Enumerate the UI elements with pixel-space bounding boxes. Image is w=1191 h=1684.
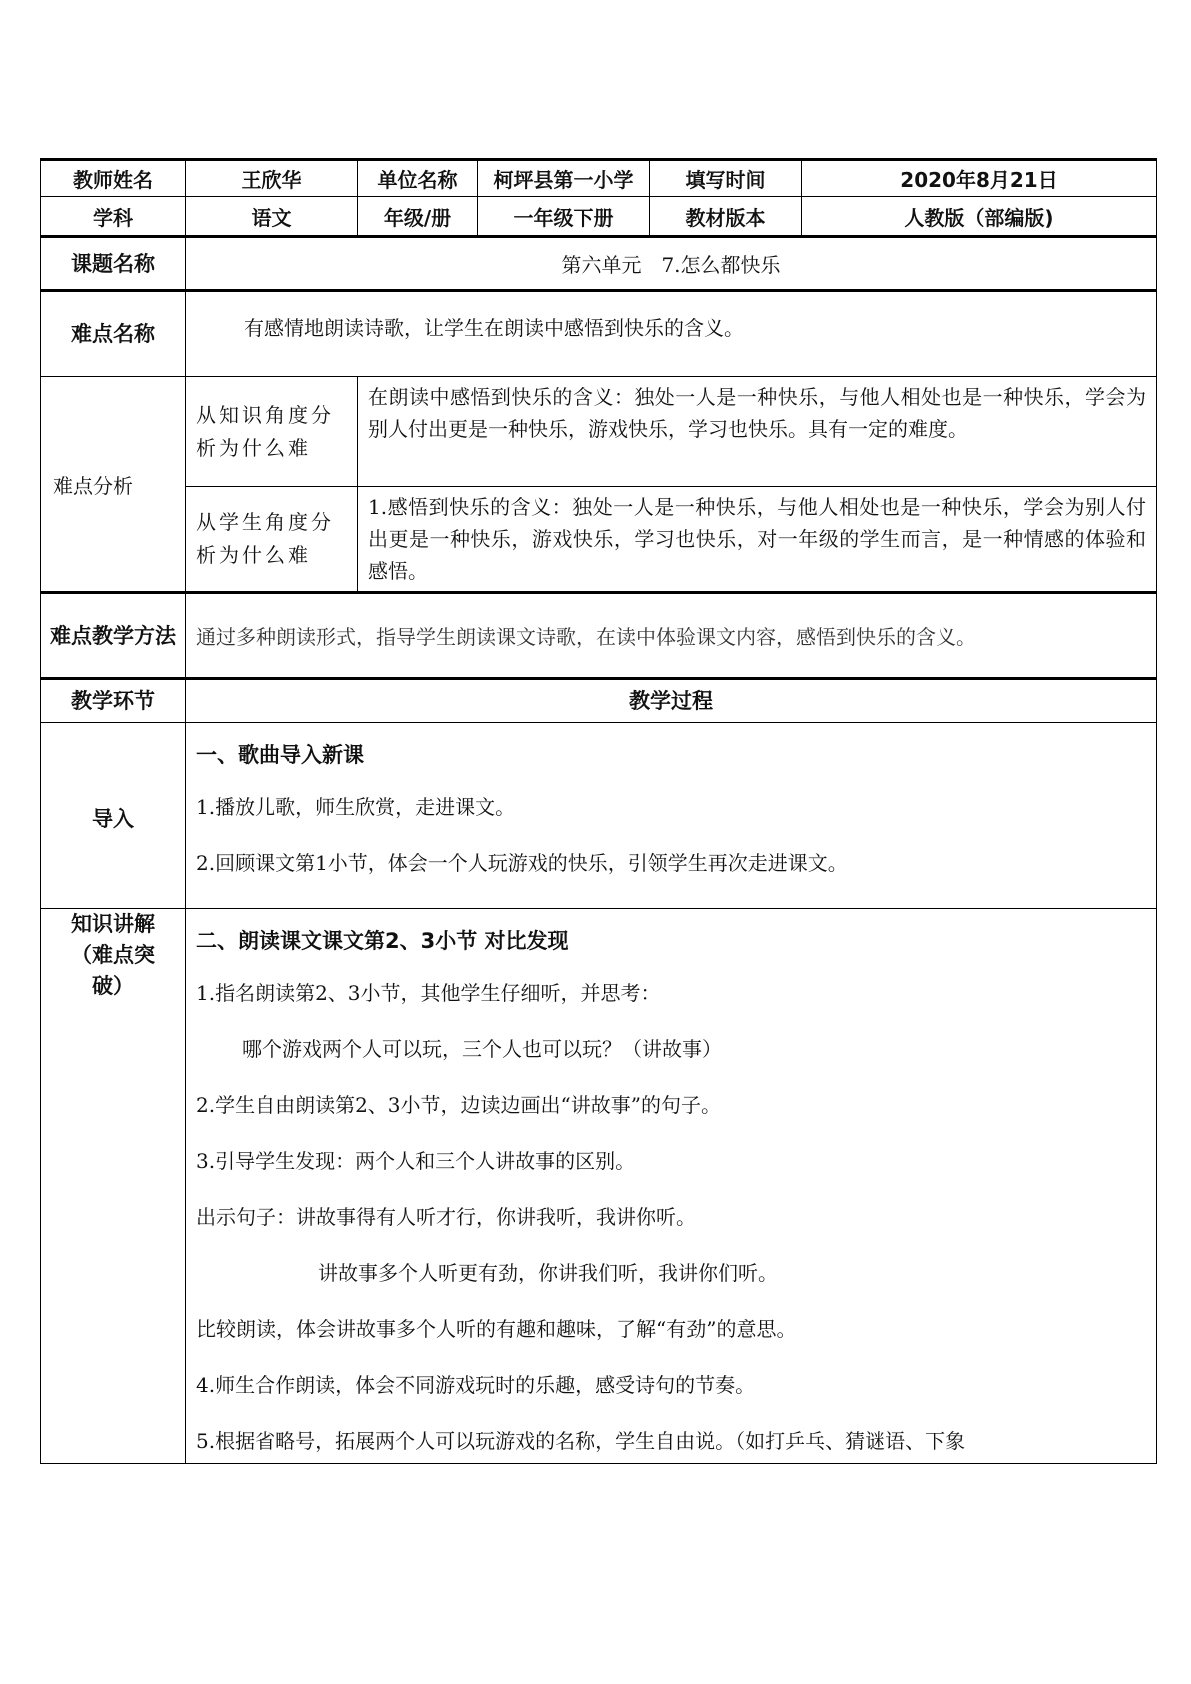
header-row-1 — [41, 160, 1157, 197]
grade-label: 年级/册 — [358, 197, 478, 237]
knowledge-line-3: 2.学生自由朗读第2、3小节，边读边画出“讲故事”的句子。 — [196, 1093, 721, 1117]
knowledge-line-6: 讲故事多个人听更有劲，你讲我们听，我讲你们听。 — [318, 1261, 778, 1285]
subject-label: 学科 — [41, 197, 186, 237]
method-value: 通过多种朗读形式，指导学生朗读课文诗歌，在读中体验课文内容，感悟到快乐的含义。 — [186, 593, 1157, 679]
lesson-plan-table — [40, 158, 1157, 1464]
knowledge-line-2: 哪个游戏两个人可以玩，三个人也可以玩？（讲故事） — [242, 1037, 722, 1061]
analysis-student-row — [41, 487, 1157, 593]
knowledge-label-line-3: 破） — [92, 974, 134, 998]
analysis-student-text: 1.感悟到快乐的含义：独处一人是一种快乐，与他人相处也是一种快乐，学会为别人付出更是一种快乐，游戏快乐，学习也快乐，对一年级的学生而言，是一种情感的体验和感悟。 — [358, 487, 1157, 593]
grade-value: 一年级下册 — [478, 197, 650, 237]
method-row — [41, 593, 1157, 679]
knowledge-label — [41, 909, 186, 1464]
knowledge-line-8: 4.师生合作朗读，体会不同游戏玩时的乐趣，感受诗句的节奏。 — [196, 1373, 756, 1397]
knowledge-title: 二、朗读课文课文第2、3小节 对比发现 — [196, 929, 569, 953]
process-header-row — [41, 679, 1157, 723]
unit-label: 单位名称 — [358, 160, 478, 197]
topic-value: 第六单元 7.怎么都快乐 — [186, 237, 1157, 291]
process-label: 教学过程 — [186, 679, 1157, 723]
knowledge-content — [186, 909, 1157, 1464]
analysis-knowledge-label: 从知识角度分析为什么难 — [186, 377, 358, 487]
subject-value: 语文 — [186, 197, 358, 237]
method-label: 难点教学方法 — [41, 593, 186, 679]
analysis-knowledge-text: 在朗读中感悟到快乐的含义：独处一人是一种快乐，与他人相处也是一种快乐，学会为别人付出更是一种快乐，游戏快乐，学习也快乐。具有一定的难度。 — [358, 377, 1157, 487]
intro-title: 一、歌曲导入新课 — [196, 743, 364, 767]
knowledge-line-4: 3.引导学生发现：两个人和三个人讲故事的区别。 — [196, 1149, 636, 1173]
date-label: 填写时间 — [650, 160, 802, 197]
knowledge-line-5: 出示句子：讲故事得有人听才行，你讲我听，我讲你听。 — [196, 1205, 696, 1229]
knowledge-label-line-2: （难点突 — [71, 943, 155, 967]
knowledge-line-1: 1.指名朗读第2、3小节，其他学生仔细听，并思考： — [196, 981, 661, 1005]
teacher-name-label: 教师姓名 — [41, 160, 186, 197]
intro-line-1: 1.播放儿歌，师生欣赏，走进课文。 — [196, 795, 516, 819]
header-row-2 — [41, 197, 1157, 237]
edition-value: 人教版（部编版) — [802, 197, 1157, 237]
intro-row — [41, 723, 1157, 909]
analysis-label: 难点分析 — [41, 377, 186, 593]
unit-name: 柯坪县第一小学 — [478, 160, 650, 197]
difficulty-label: 难点名称 — [41, 291, 186, 377]
topic-label: 课题名称 — [41, 237, 186, 291]
knowledge-label-line-1: 知识讲解 — [71, 912, 155, 936]
intro-content — [186, 723, 1157, 909]
edition-label: 教材版本 — [650, 197, 802, 237]
intro-label: 导入 — [41, 723, 186, 909]
knowledge-row — [41, 909, 1157, 1464]
difficulty-value: 有感情地朗读诗歌，让学生在朗读中感悟到快乐的含义。 — [186, 291, 1157, 377]
analysis-knowledge-row — [41, 377, 1157, 487]
date-value: 2020年8月21日 — [802, 160, 1157, 197]
topic-row — [41, 237, 1157, 291]
analysis-student-label: 从学生角度分析为什么难 — [186, 487, 358, 593]
teacher-name: 王欣华 — [186, 160, 358, 197]
intro-line-2: 2.回顾课文第1小节，体会一个人玩游戏的快乐，引领学生再次走进课文。 — [196, 851, 848, 875]
difficulty-row — [41, 291, 1157, 377]
stage-label: 教学环节 — [41, 679, 186, 723]
knowledge-line-7: 比较朗读，体会讲故事多个人听的有趣和趣味，了解“有劲”的意思。 — [196, 1317, 797, 1341]
knowledge-line-9: 5.根据省略号，拓展两个人可以玩游戏的名称，学生自由说。（如打乒乓、猜谜语、下象 — [196, 1429, 966, 1453]
